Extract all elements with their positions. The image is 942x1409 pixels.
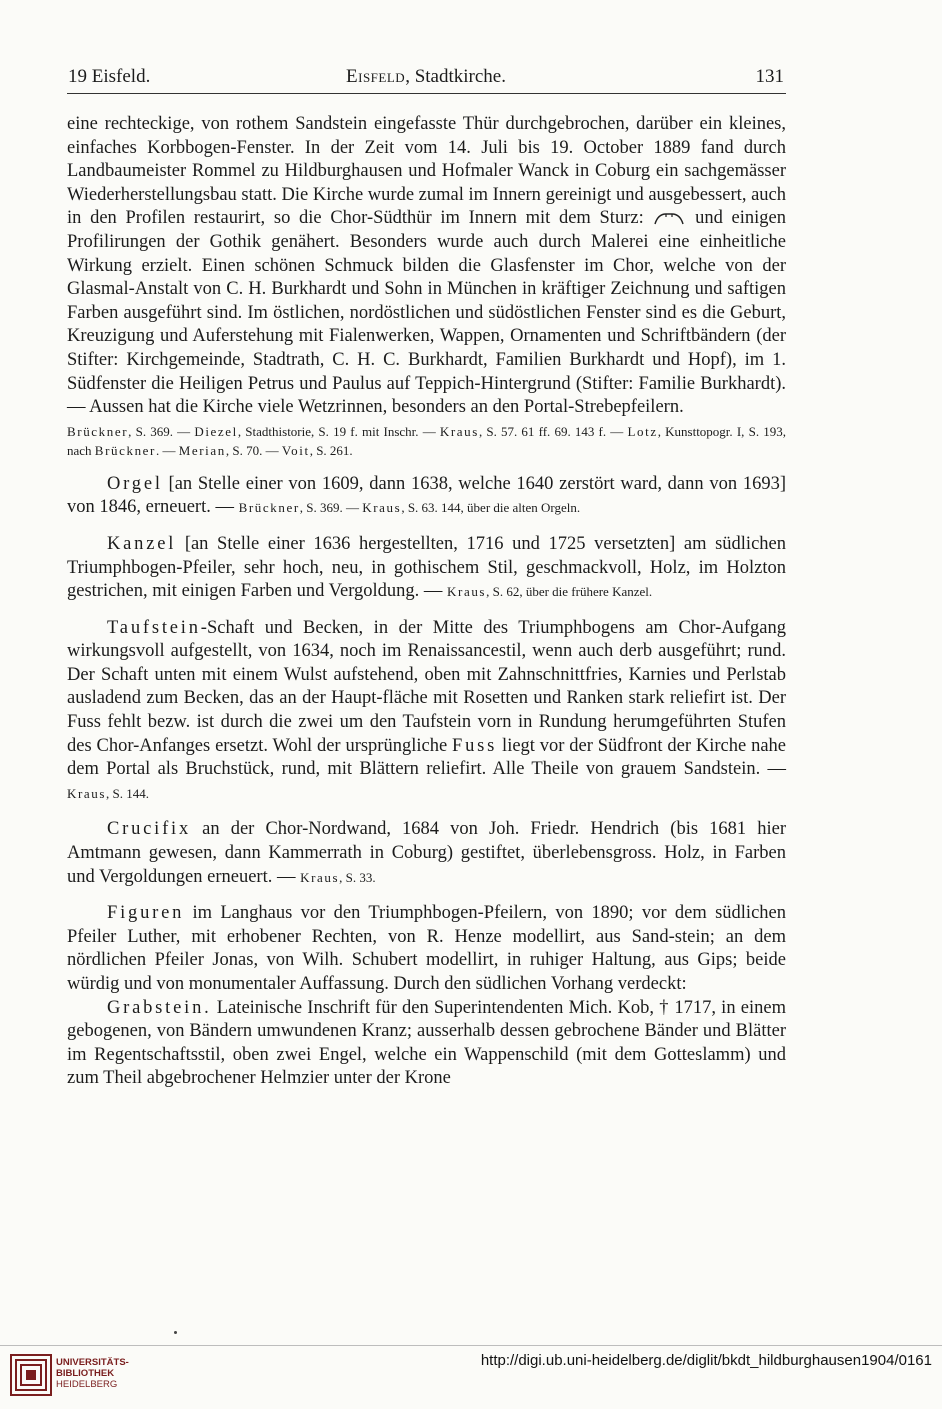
header-place-name: Eisfeld (346, 66, 406, 87)
logo-line: HEIDELBERG (56, 1379, 118, 1390)
ref-author: Brückner (94, 442, 156, 458)
ref-text: , Stadthistorie, S. 19 f. mit Inschr. — (237, 423, 440, 439)
entry-term: Grabstein. (107, 997, 212, 1018)
library-logo[interactable] (10, 1352, 160, 1402)
entry-text: liegt vor der Südfront der Kirche nahe dem Portal als Bruchstück, rund, mit Blättern reliefirt. Alle Theile von grauem Sandstein. — (67, 735, 787, 780)
ref-text: , S. 369. — (128, 423, 195, 439)
entry-text: Lateinische Inschrift für den Superintendenten Mich. Kob, † 1717, in einem gebogenen, von Bändern umwundenen Kranz; ausserhalb dessen gebrochene Bänder und Blätter im Regentschaftsstil, oben zwei Engel, welche ein Wappenschild (mit dem Gotteslamm) und zum Theil abgebrochener Helmzier unter der Krone (67, 997, 786, 1089)
entry-figuren (67, 902, 786, 996)
source-url-link[interactable]: http://digi.ub.uni-heidelberg.de/diglit/bkdt_hildburghausen1904/0161 (480, 1352, 932, 1369)
references-block (67, 422, 786, 460)
entry-kanzel (67, 533, 786, 604)
lintel-profile-glyph (652, 211, 686, 225)
header-section-label: 19 Eisfeld. (68, 66, 151, 87)
entry-text: -Schaft und Becken, in der Mitte des Triumphbogens am Chor-Aufgang wirkungsvoll aufgestellt, von 1634, noch im Renaissancestil, wenn auch derb ausgeführt; rund. Der Schaft unten mit einem Wulst aufstehend, oben mit Zahnschnittfries, Karnies und Perlstab ausladend zum Becken, das an der Haupt-fläche mit Rosetten und Ranken stark reliefirt ist. Der Fuss fehlt bezw. ist durch die zwei um den Taufstein vorn in Rundung herumgeführten Stufen des Chor-Anfanges ersetzt. Wohl der ursprüngliche (67, 617, 786, 756)
library-logo-icon (10, 1354, 52, 1396)
ref-author: Brückner (238, 500, 300, 516)
ref-author: Kraus (67, 785, 107, 801)
ref-author: Brückner (67, 423, 129, 439)
scan-speck (174, 1331, 177, 1334)
entry-crucifix (67, 818, 786, 889)
entry-grabstein (67, 997, 786, 1091)
footer-divider (0, 1345, 942, 1346)
ref-author: Diezel (194, 423, 238, 439)
ref-text: , S. 70. — (225, 442, 282, 458)
entry-text: [an Stelle einer 1636 hergestellten, 1716 und 1725 versetzten] am südlichen Triumphbogen-Pfeiler, sehr hoch, neu, in gothischem Stil, geschmackvoll, Holz, im Holzton gestrichen, mit einigen Farben und Vergoldung. — (67, 533, 786, 602)
entry-emphasis: Fuss (452, 735, 498, 756)
ref-author: Kraus (439, 423, 479, 439)
entry-term: Crucifix (107, 819, 192, 840)
ref-text: , S. 63. 144, über die alten Orgeln. (401, 500, 581, 516)
ref-text: , Kunsttopogr. I, S. 193, nach (67, 423, 787, 458)
header-title-rest: , Stadtkirche. (405, 66, 506, 87)
body-text (67, 113, 786, 1091)
paragraph-intro (67, 113, 786, 420)
ref-author: Voit (281, 442, 310, 458)
ref-text: , S. 33. (339, 869, 376, 885)
ref-author: Kraus (362, 500, 402, 516)
running-header (68, 66, 784, 92)
ref-text: , S. 57. 61 ff. 69. 143 f. — (478, 423, 628, 439)
logo-line: UNIVERSITÄTS- (56, 1357, 129, 1368)
ref-text: , S. 261. (309, 442, 353, 458)
ref-text: , S. 369. — (299, 500, 363, 516)
ref-author: Kraus (447, 584, 487, 600)
ref-text: , S. 144. (106, 785, 150, 801)
entry-term: Kanzel (107, 533, 177, 554)
logo-line: BIBLIOTHEK (56, 1368, 115, 1379)
header-title (68, 66, 784, 88)
entry-term: Figuren (107, 903, 185, 924)
ref-author: Kraus (300, 869, 340, 885)
entry-orgel (67, 473, 786, 520)
entry-text: im Langhaus vor den Triumphbogen-Pfeilern, von 1890; vor dem südlichen Pfeiler Luther, mit erhobener Rechten, von R. Henze modellirt, aus Sand-stein; an dem nördlichen Pfeiler Jonas, von Wilh. Schubert modellirt, in ruhiger Haltung, aus Gips; beide würdig und von monumentaler Auffassung. Durch den südlichen Vorhang verdeckt: (67, 903, 786, 994)
ref-author: Merian (178, 442, 226, 458)
entry-text: an der Chor-Nordwand, 1684 von Joh. Friedr. Hendrich (bis 1681 hier Amtmann gewesen, dann Kammerrath in Coburg) gestiftet, überlebensgross. Holz, in Farben und Vergoldungen erneuert. — (67, 819, 786, 887)
ref-author: Lotz (627, 423, 658, 439)
library-logo-text (56, 1357, 129, 1390)
header-rule (67, 93, 786, 94)
entry-text: [an Stelle einer von 1609, dann 1638, welche 1640 zerstört ward, dann von 1693] von 1846, erneuert. — (67, 473, 786, 518)
page-number: 131 (755, 66, 784, 87)
ref-text: . — (155, 442, 179, 458)
paragraph-intro-part2: und einigen Profilirungen der Gothik genähert. Besonders wurde auch durch Malerei eine einheitliche Wirkung erzielt. Einen schönen Schmuck bilden die Glasfenster im Chor, welche von der Glasmal-Anstalt von C. H. Burkhardt und Sohn in München in kräftiger Zeichnung und saftigen Farben ausgeführt sind. Im östlichen, nordöstlichen und südöstlichen Fenster sind es die Geburt, Kreuzigung und Auferstehung mit Fialenwerken, Wappen, Ornamenten und Schriftbändern (der Stifter: Kirchgemeinde, Stadtrath, C. H. C. Burkhardt, Familien Burkhardt und Hopf), im 1. Südfenster die Heiligen Petrus und Paulus auf Teppich-Hintergrund (Stifter: Familie Burkhardt). — Aussen hat die Kirche viele Wetzrinnen, besonders an den Portal-Strebepfeilern. (67, 208, 787, 418)
entry-term: Taufstein (107, 617, 201, 638)
entry-term: Orgel (107, 473, 163, 494)
entry-taufstein (67, 617, 786, 806)
paragraph-intro-part1: eine rechteckige, von rothem Sandstein eingefasste Thür durchgebrochen, darüber ein kleines, einfaches Korbbogen-Fenster. In der Zeit vom 14. Juli bis 19. October 1889 fand durch Landbaumeister Rommel zu Hildburghausen und Hofmaler Wanck in Coburg ein sachgemässer Wiederherstellungsbau statt. Die Kirche wurde zumal im Innern gereinigt und ausgebessert, auch in den Profilen restaurirt, so die Chor-Südthür im Innern mit dem Sturz: (67, 114, 786, 229)
ref-text: , S. 62, über die frühere Kanzel. (486, 584, 653, 600)
